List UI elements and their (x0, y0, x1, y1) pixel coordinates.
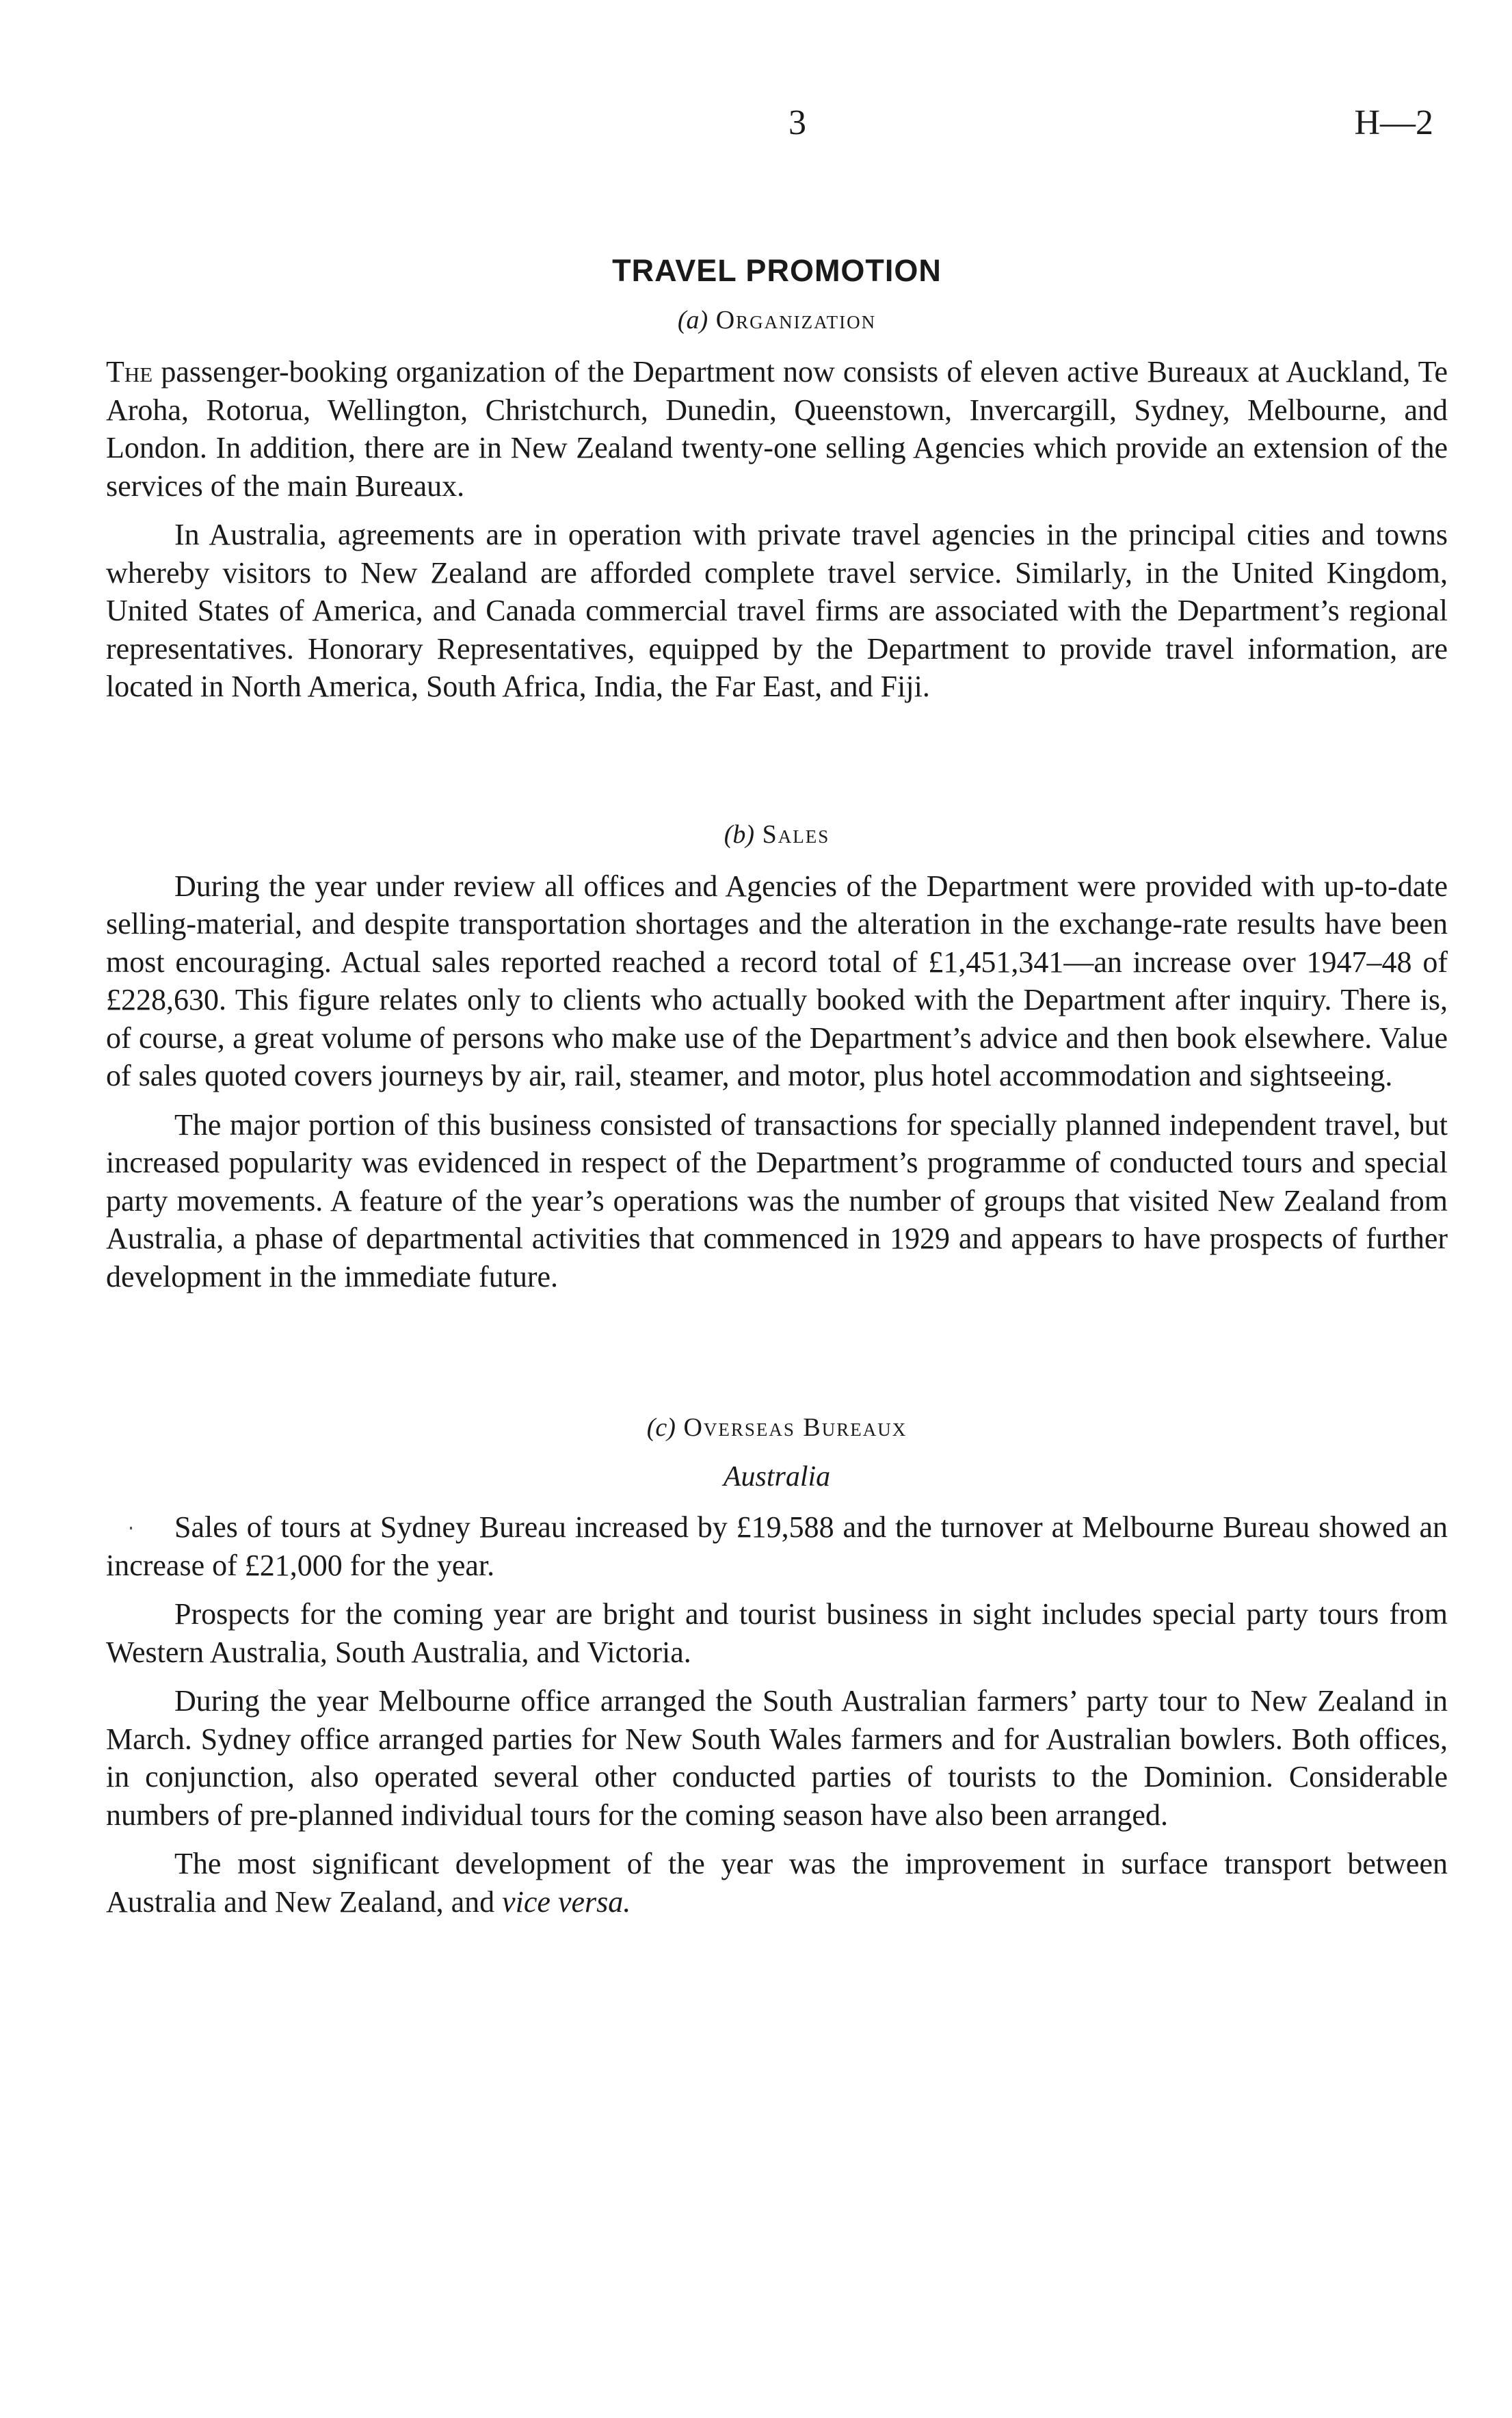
section-b-paragraph-2: The major portion of this business consisted of transactions for specially planned independent travel, but increased popularity was evidenced in respect of the Department’s programme of conducted tours and special party movements. A feature of the year’s operations was the number of groups that visited New Zealand from Australia, a phase of departmental activities that commenced in 1929 and appears to have prospects of further development in the immediate future. (106, 1107, 1448, 1293)
running-head (103, 103, 1433, 157)
section-a-title: Organization (715, 306, 877, 334)
section-c-title: Overseas Bureaux (683, 1413, 907, 1442)
section-c-paragraph-3: During the year Melbourne office arranged the South Australian farmers’ party tour to New Zealand in March. Sydney office arranged parties for New South Wales farmers and for Australian bowlers. Both offices, in conjunction, also operated several other conducted parties of tourists to the Dominion. Considerable numbers of pre-planned individual tours for the coming season have also been arranged. (106, 1684, 1448, 1832)
section-c-heading (106, 1412, 1448, 1443)
section-c-letter: (c) (646, 1413, 676, 1442)
page-title: TRAVEL PROMOTION (612, 253, 942, 288)
paper-reference: H—2 (1354, 103, 1433, 142)
section-a-letter: (a) (677, 306, 708, 334)
section-b-letter: (b) (724, 819, 755, 849)
page-number: 3 (788, 103, 806, 142)
section-a-heading (106, 305, 1448, 335)
section-b-paragraph-1: During the year under review all offices and Agencies of the Department were provided with up-to-date selling-material, and despite transportation shortages and the alteration in the exchange-rate results have been most encouraging. Actual sales reported reached a record total of £1,451,341—an increase over 1947–48 of £228,630. This figure relates only to clients who actually booked with the Department after inquiry. There is, of course, a great volume of persons who make use of the Department’s advice and then book elsewhere. Value of sales quoted covers journeys by air, rail, steamer, and motor, plus hotel accommodation and sightseeing. (106, 869, 1448, 1092)
section-a-paragraph-1-text: passenger-booking organization of the Department now consists of eleven active Bureaux at Auckland, Te Aroha, Rotorua, Wellington, Christchurch, Dunedin, Queenstown, Invercargill, Sydney, Melbourne, and London. In addition, there are in New Zealand twenty-one selling Agencies which provide an extension of the services of the main Bureaux. (106, 355, 1448, 503)
print-speck (130, 1527, 132, 1529)
section-b-heading (106, 819, 1448, 850)
section-c-paragraph-4-text: The most significant development of the year was the improvement in surface transport between Australia and New Zealand, and (106, 1847, 1448, 1919)
spacer (106, 1306, 1448, 1412)
spacer (106, 717, 1448, 819)
section-c-paragraph-1: Sales of tours at Sydney Bureau increased by £19,588 and the turnover at Melbourne Bureau showed an increase of £21,000 for the year. (106, 1510, 1448, 1582)
lead-word: The (106, 355, 153, 389)
section-a-paragraph-2: In Australia, agreements are in operation with private travel agencies in the principal cities and towns whereby visitors to New Zealand are afforded complete travel service. Similarly, in the United Kingdom, United States of America, and Canada commercial travel firms are associated with the Department’s regional representatives. Honorary Representatives, equipped by the Department to provide travel information, are located in North America, South Africa, India, the Far East, and Fiji. (106, 518, 1448, 703)
section-a-paragraph-1 (106, 353, 1448, 505)
section-c-subheading: Australia (723, 1461, 831, 1493)
section-c-paragraph-4 (106, 1845, 1448, 1921)
body-content (106, 253, 1448, 1932)
section-b-title: Sales (762, 819, 830, 849)
section-c-paragraph-2: Prospects for the coming year are bright and tourist business in sight includes special party tours from Western Australia, South Australia, and Victoria. (106, 1597, 1448, 1669)
italic-phrase: vice versa. (502, 1884, 631, 1919)
